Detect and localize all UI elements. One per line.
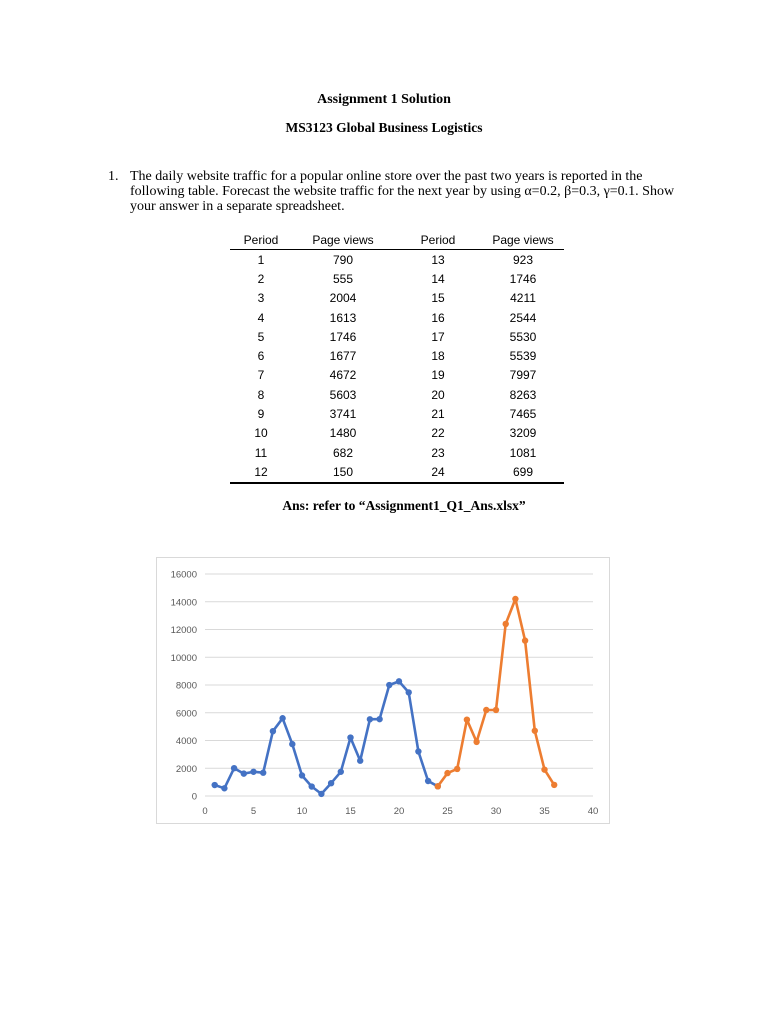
series-1-point: [260, 770, 266, 776]
series-1-point: [270, 728, 276, 734]
table-cell: 555: [332, 271, 354, 286]
table-cell: 19: [431, 368, 445, 383]
series-2-point: [454, 766, 460, 772]
table-row: [230, 308, 564, 327]
table-cell: 7465: [509, 407, 537, 422]
table-cell: 8: [257, 387, 265, 402]
series-1-point: [241, 770, 247, 776]
table-row: [230, 404, 564, 423]
series-1-point: [309, 783, 315, 789]
header-page-views-1: Page views: [292, 230, 394, 250]
y-tick-label: 8000: [175, 680, 197, 692]
series-2-point: [493, 707, 499, 713]
chart-svg: [157, 558, 611, 825]
series-1-point: [328, 780, 334, 786]
series-1-point: [347, 734, 353, 740]
table-cell: 1480: [329, 426, 357, 441]
table-cell: 7997: [509, 368, 537, 383]
series-1-point: [338, 769, 344, 775]
table-row: [230, 346, 564, 365]
x-tick-label: 0: [202, 806, 208, 817]
table-cell: 3: [257, 291, 265, 306]
y-tick-label: 10000: [170, 652, 197, 664]
table-row: [230, 269, 564, 288]
table-cell: 3741: [329, 407, 357, 422]
series-1-point: [367, 716, 373, 722]
series-1-point: [231, 765, 237, 771]
table-header-row: [230, 230, 564, 250]
table-cell: 13: [431, 252, 445, 267]
series-2-point: [551, 782, 557, 788]
table-row: [230, 443, 564, 462]
answer-note: Ans: refer to “Assignment1_Q1_Ans.xlsx”: [282, 498, 526, 513]
table-cell: 23: [431, 445, 445, 460]
x-tick-label: 10: [296, 806, 308, 817]
question-text: The daily website traffic for a popular online store over the past two years is reported in the following table. Forecast the website traffic for the next year by using α=0.2, β=0.3, γ=0.1. Show your answer in a separate spreadsheet.: [130, 169, 675, 214]
question-number: 1.: [108, 169, 119, 184]
table-cell: 22: [431, 426, 445, 441]
document-title: Assignment 1 Solution: [317, 92, 451, 107]
table-cell: 9: [257, 407, 265, 422]
series-1-point: [415, 748, 421, 754]
table-cell: 17: [431, 329, 445, 344]
table-cell: 2544: [509, 310, 537, 325]
x-tick-label: 15: [345, 806, 356, 817]
series-1-point: [357, 758, 363, 764]
series-2-point: [503, 621, 509, 627]
x-tick-label: 5: [250, 806, 257, 817]
table-cell: 5: [257, 329, 265, 344]
y-tick-label: 6000: [175, 708, 197, 720]
table-cell: 150: [292, 462, 394, 482]
x-tick-label: 35: [539, 806, 550, 817]
table-cell: 5530: [509, 329, 537, 344]
table-cell: 12: [230, 462, 292, 482]
series-1-point: [406, 689, 412, 695]
y-tick-label: 2000: [175, 763, 197, 775]
table-cell: 24: [394, 462, 482, 482]
table-row: [230, 462, 564, 482]
y-tick-label: 12000: [170, 625, 197, 636]
series-2-point: [464, 716, 470, 722]
table-cell: 923: [512, 252, 534, 267]
table-cell: 1613: [329, 310, 357, 325]
table-cell: 682: [332, 445, 354, 460]
table-cell: 8263: [509, 387, 537, 402]
table-cell: 20: [431, 387, 445, 402]
table-cell: 16: [431, 310, 445, 325]
table-cell: 4: [257, 310, 265, 325]
y-tick-label: 16000: [170, 569, 197, 581]
table-cell: 4211: [510, 291, 536, 306]
series-2-point: [444, 770, 450, 776]
y-tick-label: 0: [191, 791, 197, 803]
table-cell: 21: [431, 407, 445, 422]
header-period-2: Period: [394, 230, 482, 250]
table-cell: 4672: [329, 368, 357, 383]
series-1-point: [425, 778, 431, 784]
table-row: [230, 250, 564, 270]
x-tick-label: 40: [587, 806, 599, 817]
series-2-point: [473, 739, 479, 745]
table-cell: 10: [254, 426, 268, 441]
series-2-point: [541, 766, 547, 772]
table-cell: 2004: [329, 291, 357, 306]
traffic-chart: [156, 557, 610, 824]
series-1-point: [318, 791, 324, 797]
x-tick-label: 25: [442, 806, 453, 817]
x-tick-label: 20: [393, 806, 405, 817]
series-1-point: [376, 716, 382, 722]
table-cell: 2: [257, 271, 265, 286]
table-cell: 1081: [509, 445, 537, 460]
series-1-point: [212, 782, 218, 788]
table-cell: 1746: [329, 329, 357, 344]
series-2-point: [483, 707, 489, 713]
series-1-point: [289, 741, 295, 747]
table-cell: 18: [431, 349, 445, 364]
series-2-point: [512, 596, 518, 602]
series-2-point: [522, 637, 528, 643]
table-cell: 11: [254, 445, 268, 460]
table-cell: 790: [332, 252, 354, 267]
table-cell: 5539: [509, 349, 537, 364]
table-row: [230, 366, 564, 385]
table-row: [230, 424, 564, 443]
table-cell: 7: [257, 368, 265, 383]
table-cell: 699: [482, 462, 564, 482]
series-1-point: [250, 769, 256, 775]
series-2-line: [438, 599, 554, 786]
traffic-table: [230, 230, 564, 484]
table-cell: 1746: [509, 271, 537, 286]
y-tick-label: 14000: [170, 597, 197, 609]
table-row: [230, 289, 564, 308]
table-cell: 3209: [509, 426, 537, 441]
course-title: MS3123 Global Business Logistics: [285, 120, 483, 135]
series-2-point: [435, 783, 441, 789]
series-1-point: [221, 785, 227, 791]
series-1-point: [299, 772, 305, 778]
table-cell: 1: [257, 252, 265, 267]
series-1-point: [396, 678, 402, 684]
table-cell: 5603: [329, 387, 357, 402]
table-cell: 14: [431, 271, 445, 286]
table-row: [230, 385, 564, 404]
table-cell: 6: [257, 349, 265, 364]
series-1-line: [215, 681, 438, 794]
table-cell: 1677: [329, 349, 357, 364]
header-period-1: Period: [230, 230, 292, 250]
y-tick-label: 4000: [175, 736, 197, 747]
series-1-point: [386, 682, 392, 688]
series-1-point: [279, 715, 285, 721]
table-cell: 15: [431, 291, 445, 306]
series-2-point: [532, 728, 538, 734]
table-row: [230, 327, 564, 346]
x-tick-label: 30: [490, 806, 502, 817]
header-page-views-2: Page views: [482, 230, 564, 250]
